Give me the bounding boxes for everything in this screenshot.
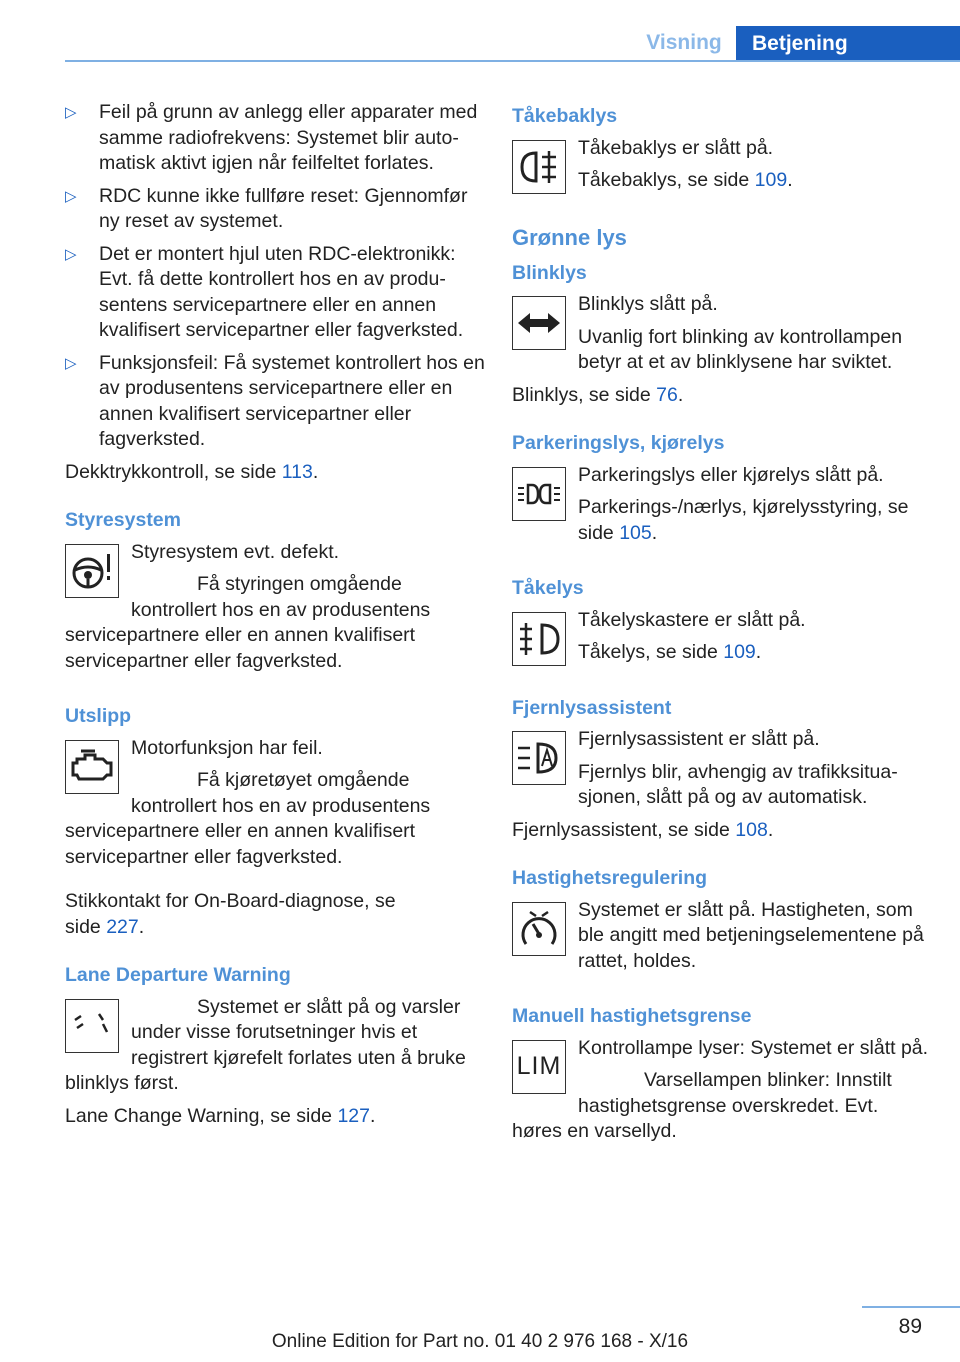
list-item: ▷ Feil på grunn av anlegg eller apparater med samme radiofrekvens: Systemet blir automatisk aktivt igjen når feilfeltet forlates.: [65, 101, 478, 174]
bullet-marker: ▷: [65, 187, 77, 205]
section-heading: Tåkelys: [512, 577, 584, 599]
bullet-marker: ▷: [65, 104, 77, 121]
speed-limit-icon: LIM: [512, 1040, 566, 1094]
section-heading: Utslipp: [65, 705, 132, 727]
steering-warning-icon: [65, 544, 119, 598]
header-rule: [65, 60, 960, 62]
section-heading: Tåkebaklys: [512, 105, 618, 127]
blinklys-entry: Blinklys slått på. Uvanlig fort blinking av kontrollampen betyr at et av blinklysene har sviktet.: [512, 292, 932, 383]
section-heading: Lane Departure Warning: [65, 964, 291, 986]
page-link[interactable]: 113: [281, 460, 313, 483]
fjernlys-entry: Fjernlysassistent er slått på. Fjernlys blir, avhengig av trafikksituasjonen, slått på og av automatisk.: [512, 727, 932, 818]
section-heading: Styresystem: [65, 509, 181, 531]
section-heading: Manuell hastighetsgrense: [512, 1005, 752, 1027]
list-item: ▷ Funksjonsfeil: Få systemet kontrollert hos en av produsentens servicepartnere eller en annen kvalifisert servicepartner eller fagverksted.: [65, 351, 485, 450]
manuell-entry: LIM Kontrollampe lyser: Systemet er slått på. Varsellampen blinker: Innstilt hastighetsgrense overskredet. Evt. høres en varsellyd.: [512, 1036, 929, 1142]
tab-visning[interactable]: Visning: [646, 31, 722, 54]
bullet-marker: ▷: [65, 354, 77, 372]
lane-departure-icon: [65, 999, 119, 1053]
turn-signal-icon: [512, 296, 566, 350]
engine-icon: [65, 740, 119, 794]
cruise-control-icon: [512, 902, 566, 956]
high-beam-assistant-icon: [512, 731, 566, 785]
page-link[interactable]: 108: [735, 818, 768, 841]
dekk-reference: Dekktrykkontroll, se side 113.: [65, 460, 319, 483]
page-link[interactable]: 76: [656, 383, 678, 406]
footer-rule: [862, 1306, 960, 1308]
parking-light-icon: [512, 467, 566, 521]
fog-light-icon: [512, 612, 566, 666]
section-heading: Parkeringslys, kjørelys: [512, 432, 725, 454]
page-header: [0, 0, 960, 62]
page-link[interactable]: 109: [754, 169, 788, 191]
left-column: [65, 100, 485, 1136]
ldw-entry: Systemet er slått på og varsler under visse forutsetninger hvis et registrert kjørefelt forlates uten å bruke blinklys først.: [65, 995, 466, 1094]
page-link[interactable]: 109: [723, 641, 756, 663]
footer-edition: Online Edition for Part no. 01 40 2 976 168 - X/16: [271, 1331, 689, 1352]
group-heading: Grønne lys: [512, 224, 627, 250]
section-heading: Blinklys: [512, 261, 587, 284]
page-link[interactable]: 105: [619, 521, 652, 544]
lcw-reference: Lane Change Warning, se side 127.: [65, 1104, 376, 1127]
tab-betjening[interactable]: Betjening: [736, 26, 960, 62]
bullet-marker: ▷: [65, 245, 77, 263]
takebaklys-entry: Tåkebaklys er slått på. Tåkebaklys, se side 109.: [512, 136, 932, 201]
obd-reference: Stikkontakt for On-Board-diagnose, se side 227.: [65, 890, 396, 938]
hastighet-entry: Systemet er slått på. Hastigheten, som ble angitt med betjeningselementene på rattet, holdes.: [512, 898, 932, 982]
page-link[interactable]: 227: [106, 915, 139, 938]
rear-fog-light-icon: [512, 140, 566, 194]
parkering-entry: Parkeringslys eller kjørelys slått på. Parkerings-/nærlys, kjørelysstyring, se side 105.: [512, 463, 932, 554]
right-column: [512, 100, 932, 1152]
fjernlys-reference: Fjernlysassistent, se side 108.: [512, 818, 774, 841]
section-heading: Hastighetsregulering: [512, 867, 708, 889]
list-item: ▷ Det er montert hjul uten RDC-elektronikk: Evt. få dette kontrollert hos en av produsentens servicepartnere eller en annen kvalifisert servicepartner eller fagverksted.: [65, 242, 464, 341]
section-heading: Fjernlysassistent: [512, 696, 672, 719]
styresystem-entry: Styresystem evt. defekt. Få styringen omgående kontrollert hos en av produsentens servicepartnere eller en annen kvalifisert servicepartner eller fagverksted.: [65, 540, 431, 672]
blinklys-reference: Blinklys, se side 76.: [512, 383, 684, 406]
list-item: ▷ RDC kunne ikke fullføre reset: Gjennomfør ny reset av systemet.: [65, 184, 468, 232]
takelys-entry: Tåkelyskastere er slått på. Tåkelys, se side 109.: [512, 608, 932, 673]
page-number: 89: [898, 1315, 922, 1338]
utslipp-entry: Motorfunksjon har feil. Få kjøretøyet omgående kontrollert hos en av produsentens servicepartnere eller en annen kvalifisert servicepartner eller fagverksted.: [65, 736, 431, 868]
page-link[interactable]: 127: [337, 1104, 370, 1127]
